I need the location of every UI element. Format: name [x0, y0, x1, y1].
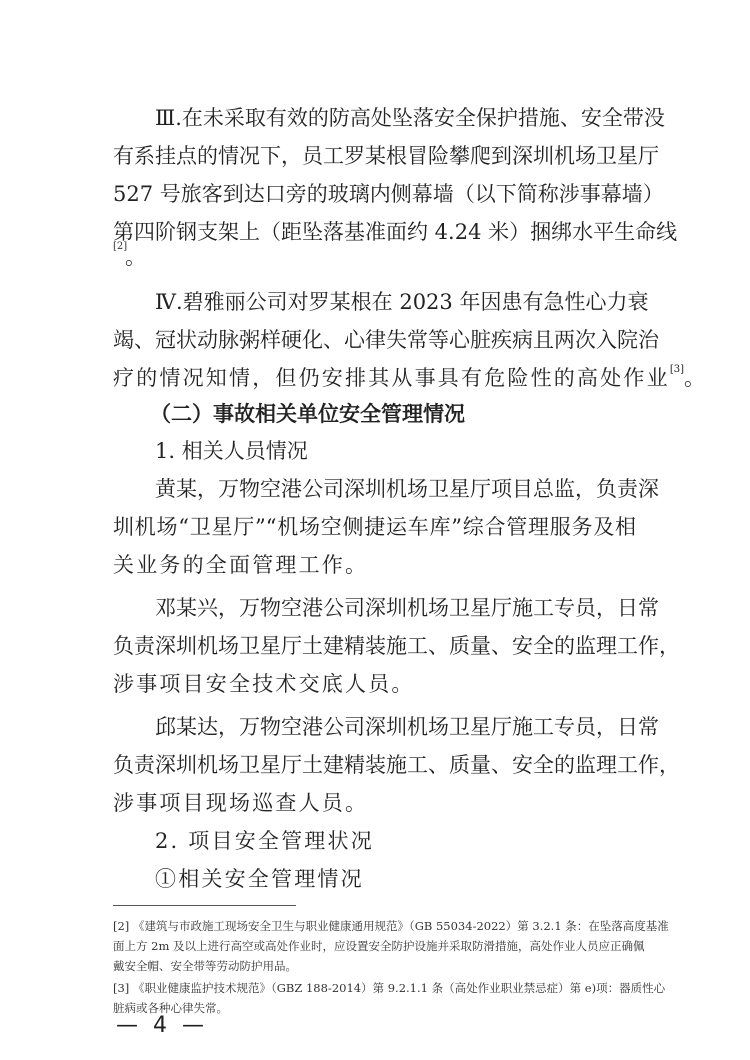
paragraph-iii-line-2: 有系挂点的情况下，员工罗某根冒险攀爬到深圳机场卫星厅 — [113, 144, 659, 168]
paragraph-iii-end: 。 — [125, 245, 146, 269]
footnote-ref-3[interactable]: [3] — [669, 364, 684, 375]
person-huang-line-1: 黄某，万物空港公司深圳机场卫星厅项目总监，负责深 — [155, 477, 659, 501]
person-deng-line-2: 负责深圳机场卫星厅土建精装施工、质量、安全的监理工作， — [113, 634, 680, 658]
person-qiu-line-1: 邱某达，万物空港公司深圳机场卫星厅施工专员，日常 — [155, 715, 659, 739]
paragraph-iii-line-1: Ⅲ.在未采取有效的防高处坠落安全保护措施、安全带没 — [155, 106, 665, 130]
person-deng-line-1: 邓某兴，万物空港公司深圳机场卫星厅施工专员，日常 — [155, 596, 659, 620]
paragraph-iv-end: 。 — [683, 366, 705, 390]
person-qiu-line-2: 负责深圳机场卫星厅土建精装施工、质量、安全的监理工作， — [113, 753, 680, 777]
section-heading: （二）事故相关单位安全管理情况 — [150, 401, 465, 426]
paragraph-iii-line-4: 第四阶钢支架上（距坠落基准面约 4.24 米）捆绑水平生命线 — [113, 220, 678, 244]
paragraph-iv-line-2: 竭、冠状动脉粥样硬化、心律失常等心脏疾病且两次入院治 — [113, 328, 659, 352]
footnote-divider — [113, 905, 296, 906]
person-huang-line-3: 关业务的全面管理工作。 — [113, 553, 369, 577]
person-deng-line-3: 涉事项目安全技术交底人员。 — [113, 672, 415, 696]
paragraph-iii-line-3: 527 号旅客到达口旁的玻璃内侧幕墙（以下简称涉事幕墙） — [113, 182, 664, 206]
paragraph-iv-line-1: Ⅳ.碧雅丽公司对罗某根在 2023 年因患有急性心力衰 — [155, 290, 649, 314]
subheading-safety-management: ①相关安全管理情况 — [155, 867, 364, 891]
person-qiu-line-3: 涉事项目现场巡查人员。 — [113, 791, 369, 815]
footnote-ref-2[interactable]: [2] — [113, 241, 128, 252]
footnote-3-line-2: 脏病或各种心律失常。 — [113, 1001, 228, 1015]
footnote-2-line-2: 面上方 2m 及以上进行高空或高处作业时，应设置安全防护设施并采取防滑措施，高处作业人员应正确佩 — [113, 939, 645, 953]
footnote-2-line-3: 戴安全帽、安全带等劳动防护用品。 — [113, 959, 297, 973]
footnote-2-line-1: [2] 《建筑与市政施工现场安全卫生与职业健康通用规范》（GB 55034-2022）第 3.2.1 条：在坠落高度基准 — [113, 919, 669, 933]
paragraph-iv-line-3-text: 疗的情况知情，但仍安排其从事具有危险性的高处作业 — [113, 366, 670, 390]
person-huang-line-2: 圳机场“卫星厅”“机场空侧捷运车库”综合管理服务及相 — [113, 515, 636, 539]
page-number: — 4 — — [116, 1013, 208, 1038]
subheading-project-safety: 2. 项目安全管理状况 — [155, 829, 374, 853]
paragraph-iv-line-3 — [113, 363, 705, 393]
footnote-3-line-1: [3] 《职业健康监护技术规范》（GBZ 188-2014）第 9.2.1.1 条（高处作业职业禁忌症）第 e)项：器质性心 — [113, 981, 666, 995]
subheading-related-personnel: 1. 相关人员情况 — [155, 439, 308, 463]
